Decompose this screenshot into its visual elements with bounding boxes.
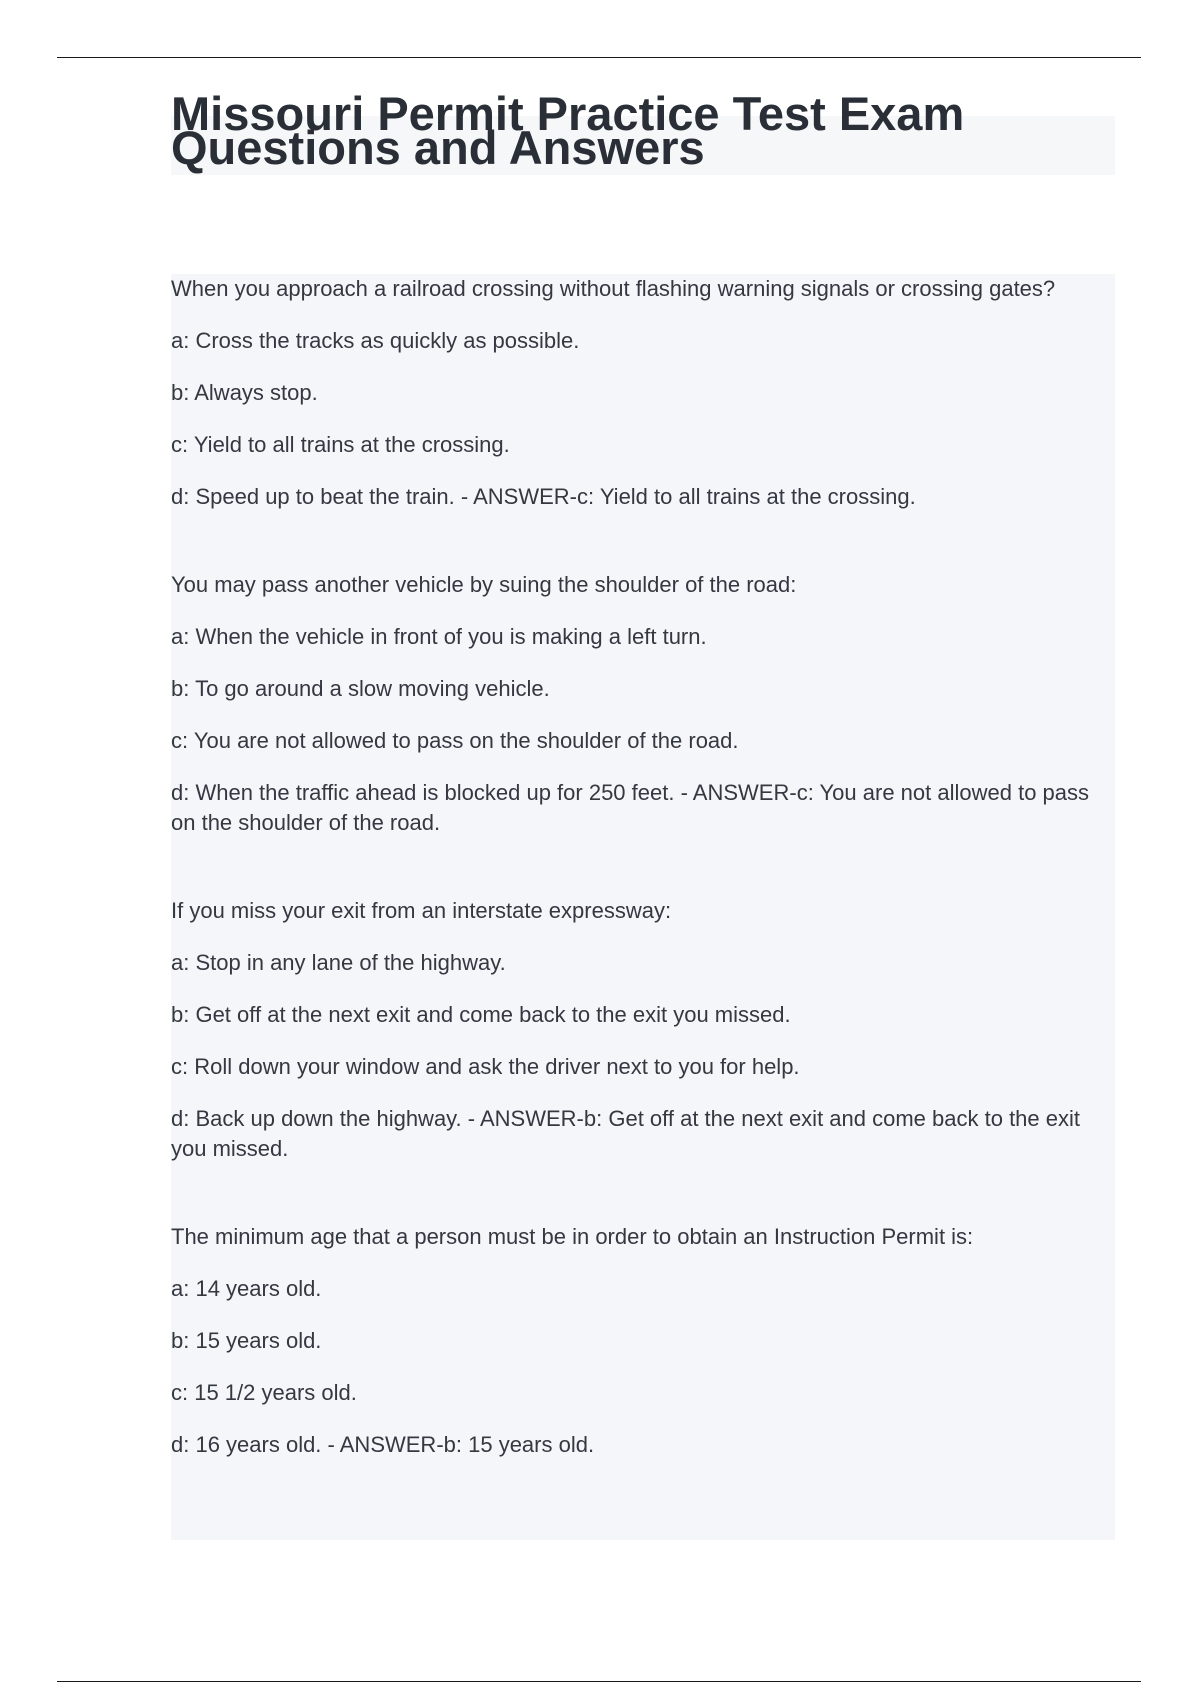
answer-option: b: 15 years old.	[171, 1328, 322, 1353]
question-block	[171, 274, 1115, 512]
questions-section	[171, 274, 1115, 1540]
answer-option: a: Cross the tracks as quickly as possible.	[171, 328, 580, 353]
answer-option: b: Get off at the next exit and come back to the exit you missed.	[171, 1002, 791, 1027]
question-text: The minimum age that a person must be in order to obtain an Instruction Permit is:	[171, 1224, 974, 1249]
answer-option-with-key: d: Back up down the highway. - ANSWER-b: Get off at the next exit and come back to the exit you missed.	[171, 1106, 1080, 1161]
answer-option: c: Roll down your window and ask the driver next to you for help.	[171, 1054, 800, 1079]
question-block	[171, 896, 1115, 1164]
question-text: If you miss your exit from an interstate expressway:	[171, 898, 672, 923]
question-text: You may pass another vehicle by suing the shoulder of the road:	[171, 572, 797, 597]
answer-option-with-key: d: When the traffic ahead is blocked up for 250 feet. - ANSWER-c: You are not allowed to pass on the shoulder of the road.	[171, 780, 1090, 835]
bottom-rule	[57, 1681, 1141, 1682]
answer-option: b: To go around a slow moving vehicle.	[171, 676, 550, 701]
answer-option-with-key: d: 16 years old. - ANSWER-b: 15 years old.	[171, 1432, 595, 1457]
answer-option-with-key: d: Speed up to beat the train. - ANSWER-c: Yield to all trains at the crossing.	[171, 484, 916, 509]
answer-option: c: 15 1/2 years old.	[171, 1380, 357, 1405]
question-text: When you approach a railroad crossing without flashing warning signals or crossing gates?	[171, 276, 1056, 301]
answer-option: a: When the vehicle in front of you is making a left turn.	[171, 624, 707, 649]
question-block	[171, 570, 1115, 838]
page-title: Missouri Permit Practice Test Exam Questions and Answers	[171, 87, 965, 174]
question-block	[171, 1222, 1115, 1460]
answer-option: a: 14 years old.	[171, 1276, 322, 1301]
answer-option: c: You are not allowed to pass on the shoulder of the road.	[171, 728, 739, 753]
answer-option: c: Yield to all trains at the crossing.	[171, 432, 510, 457]
answer-option: b: Always stop.	[171, 380, 318, 405]
top-rule	[57, 57, 1141, 58]
answer-option: a: Stop in any lane of the highway.	[171, 950, 506, 975]
